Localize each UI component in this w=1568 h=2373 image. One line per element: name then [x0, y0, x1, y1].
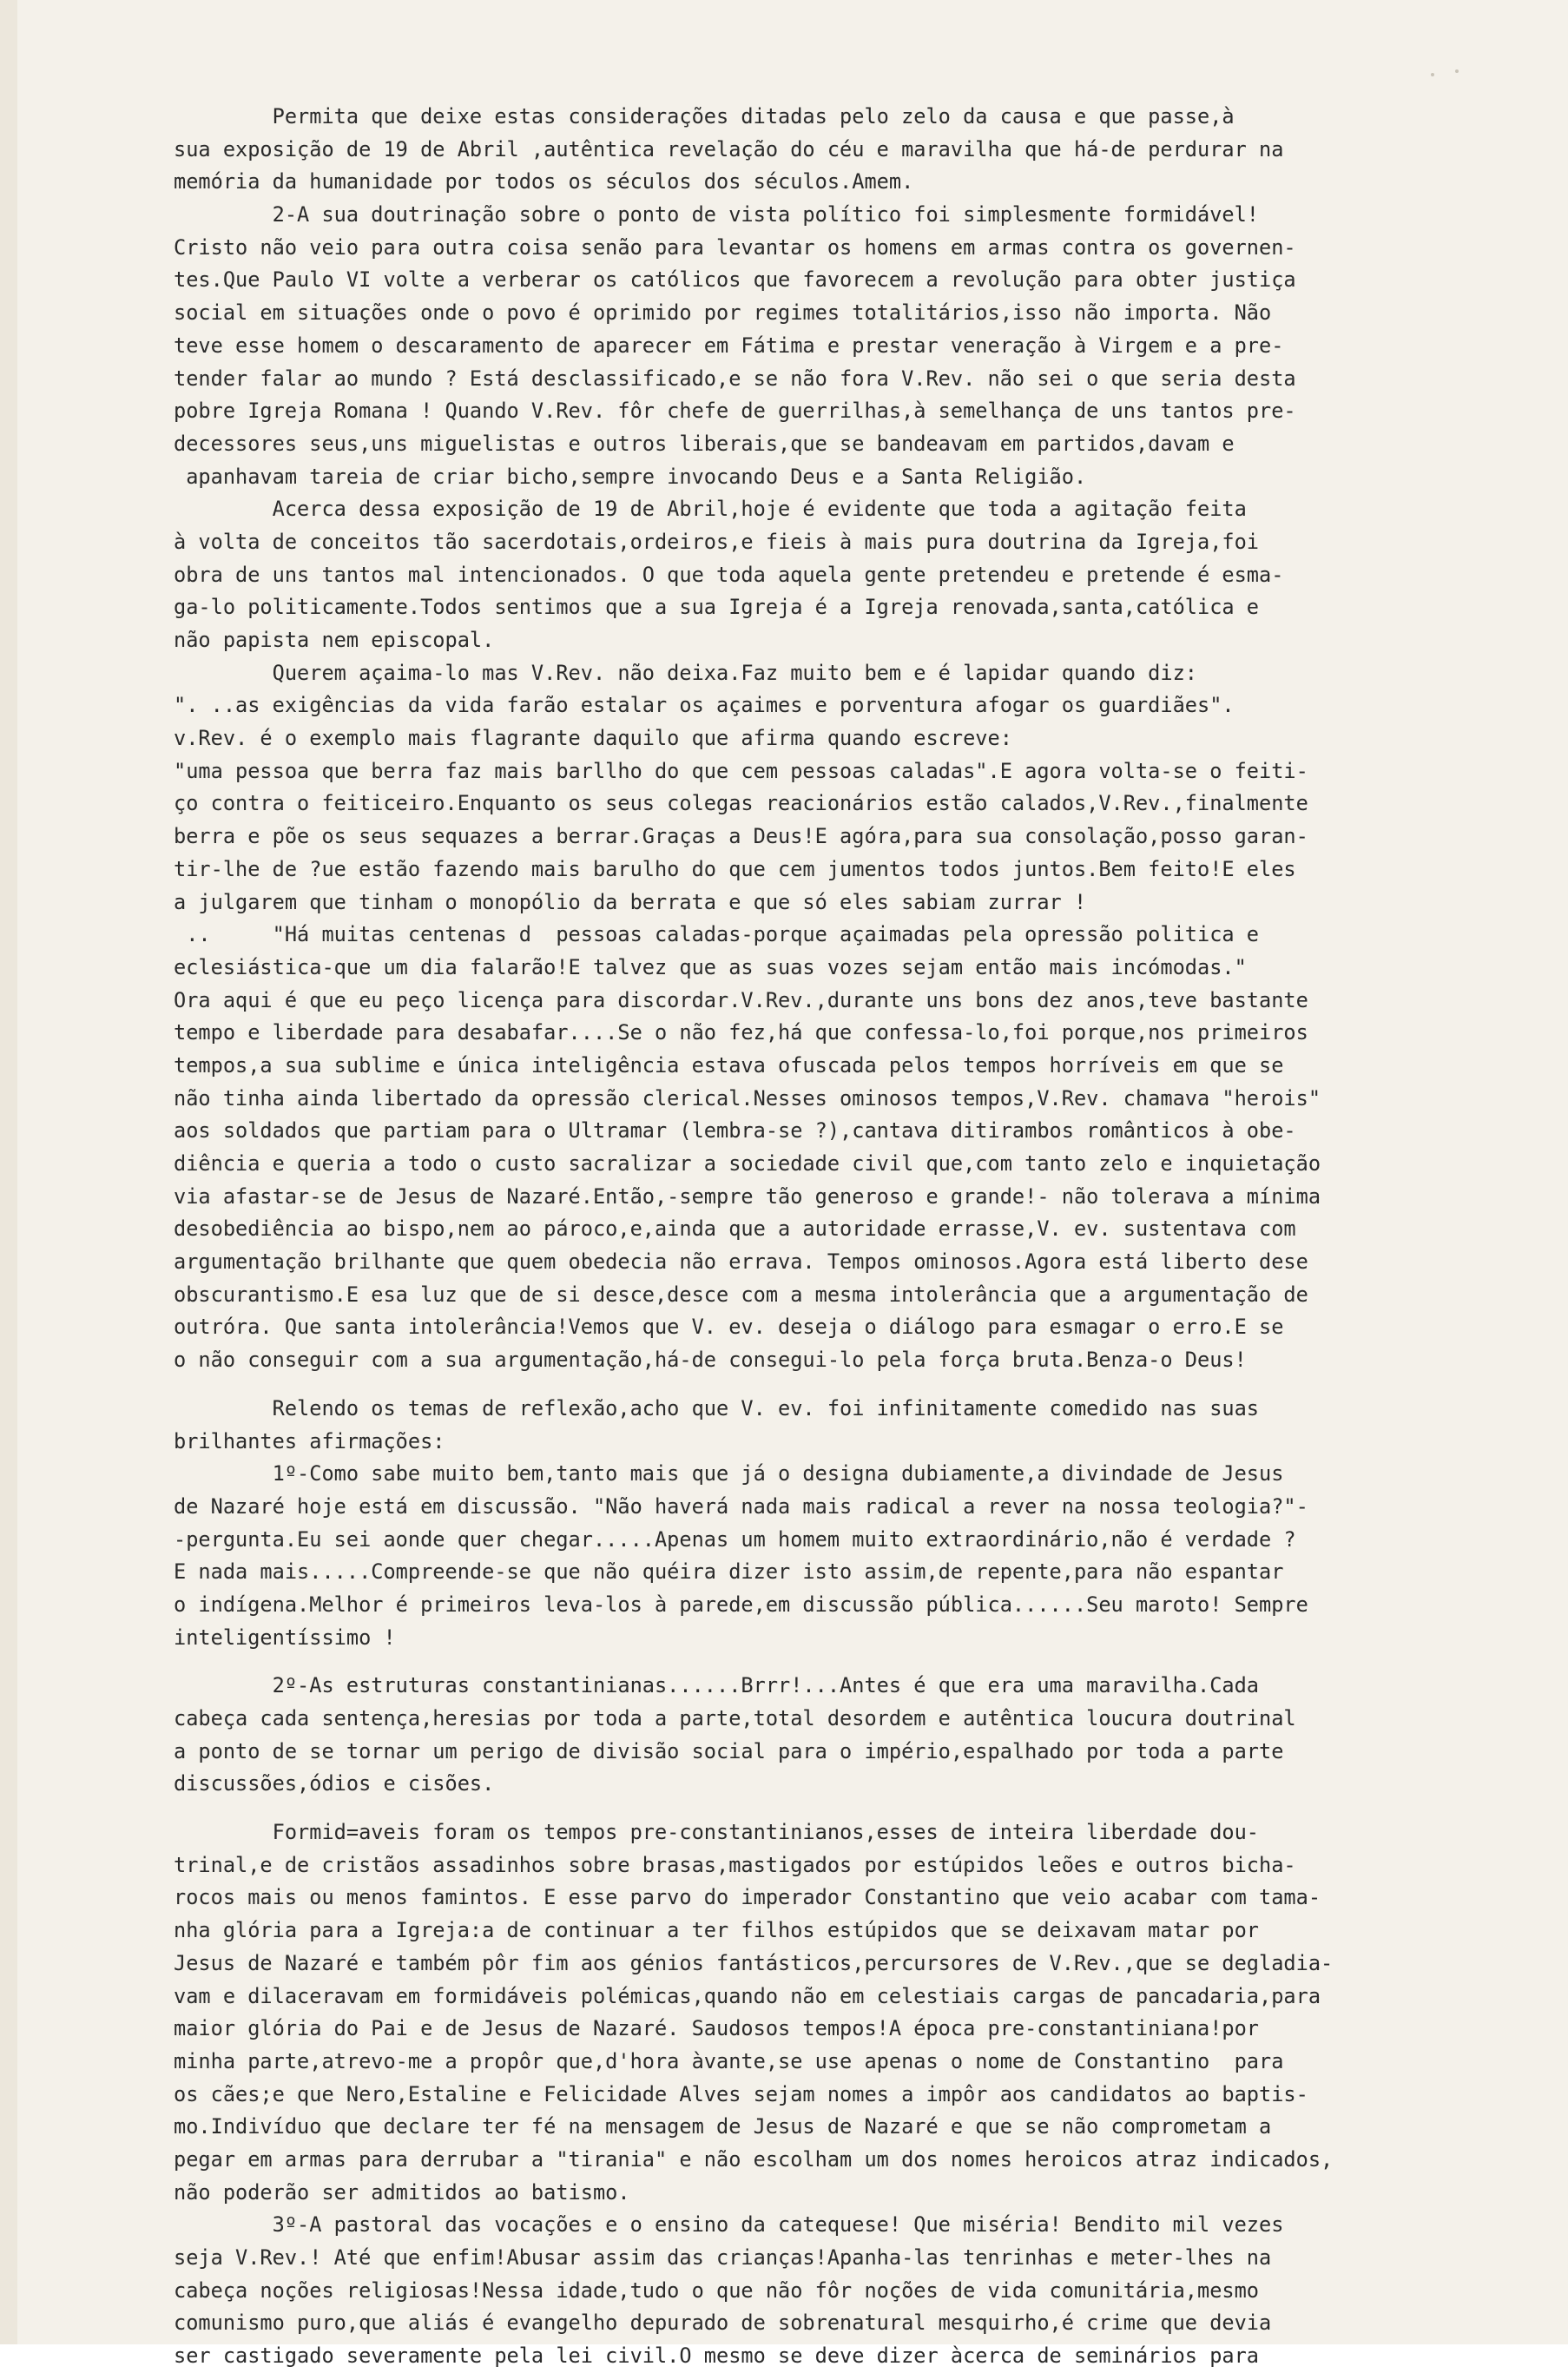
text-line: não tinha ainda libertado da opressão clerical.Nesses ominosos tempos,V.Rev. chamava "herois"	[174, 1085, 1321, 1111]
text-line: tempos,a sua sublime e única inteligência estava ofuscada pelos tempos horríveis em que se	[174, 1052, 1284, 1078]
text-line: teve esse homem o descaramento de aparecer em Fátima e prestar veneração à Virgem e a pre-	[174, 333, 1284, 358]
text-line: 1º-Como sabe muito bem,tanto mais que já o designa dubiamente,a divindade de Jesus	[174, 1461, 1284, 1486]
text-line: cabeça cada sentença,heresias por toda a parte,total desordem e autêntica loucura doutrinal	[174, 1706, 1296, 1730]
text-line: 3º-A pastoral das vocações e o ensino da catequese! Que miséria! Bendito mil vezes	[174, 2212, 1284, 2238]
text-line: E nada mais.....Compreende-se que não quéira dizer isto assim,de repente,para não espantar	[174, 1559, 1284, 1585]
text-line: não poderão ser admitidos ao batismo.	[174, 2179, 630, 2205]
text-line: argumentação brilhante que quem obedecia não errava. Tempos ominosos.Agora está liberto dese	[174, 1249, 1308, 1275]
text-line: Querem açaima-lo mas V.Rev. não deixa.Faz muito bem e é lapidar quando diz:	[174, 660, 1197, 685]
paragraph-political-doctrine	[174, 199, 1433, 493]
text-line: cabeça noções religiosas!Nessa idade,tudo o que não fôr noções de vida comunitária,mesmo	[174, 2277, 1260, 2303]
paragraph-intro	[174, 101, 1433, 199]
paragraph-constantinian-structures	[174, 1670, 1433, 1801]
text-line: de Nazaré hoje está em discussão. "Não haverá nada mais radical a rever na nossa teologia?"-	[174, 1493, 1308, 1519]
text-line: Permita que deixe estas considerações ditadas pelo zelo da causa e que passe,à	[174, 104, 1235, 129]
text-line: Relendo os temas de reflexão,acho que V. ev. foi infinitamente comedido nas suas	[174, 1395, 1260, 1421]
text-line: a ponto de se tornar um perigo de divisão social para o império,espalhado por toda a parte	[174, 1738, 1284, 1763]
text-line: eclesiástica-que um dia falarão!E talvez que as suas vozes sejam então mais incómodas."	[174, 954, 1247, 979]
text-line: outróra. Que santa intolerância!Vemos que V. ev. deseja o diálogo para esmagar o erro.E se	[174, 1315, 1284, 1340]
text-line: obra de uns tantos mal intencionados. O que toda aquela gente pretendeu e pretende é esma-	[174, 562, 1284, 587]
text-line: -pergunta.Eu sei aonde quer chegar.....Apenas um homem muito extraordinário,não é verdade ?	[174, 1526, 1296, 1552]
text-line: .. "Há muitas centenas d pessoas caladas-porque açaimadas pela opressão politica e	[174, 922, 1260, 947]
text-line: discussões,ódios e cisões.	[174, 1771, 495, 1796]
text-line: sua exposição de 19 de Abril ,autêntica revelação do céu e maravilha que há-de perdurar na	[174, 136, 1284, 161]
text-line: comunismo puro,que aliás é evangelho depurado de sobrenatural mesquirho,é crime que devia	[174, 2310, 1272, 2336]
text-line: ço contra o feiticeiro.Enquanto os seus colegas reacionários estão calados,V.Rev.,finalmente	[174, 791, 1308, 816]
text-line: tempo e liberdade para desabafar....Se o não fez,há que confessa-lo,foi porque,nos primeiros	[174, 1020, 1308, 1045]
text-line: não papista nem episcopal.	[174, 628, 495, 652]
text-line: tender falar ao mundo ? Está desclassificado,e se não fora V.Rev. não sei o que seria desta	[174, 366, 1296, 391]
text-line: ". ..as exigências da vida farão estalar os açaimes e porventura afogar os guardiães".	[174, 693, 1235, 718]
text-line: aos soldados que partiam para o Ultramar (lembra-se ?),cantava ditirambos românticos à obe-	[174, 1118, 1296, 1144]
paragraph-spacer	[174, 1654, 1433, 1670]
text-line: ga-lo politicamente.Todos sentimos que a sua Igreja é a Igreja renovada,santa,católica e	[174, 595, 1260, 620]
paragraph-muzzle	[174, 657, 1433, 920]
text-line: 2-A sua doutrinação sobre o ponto de vista político foi simplesmente formidável!	[174, 202, 1260, 227]
text-line: maior glória do Pai e de Jesus de Nazaré. Saudosos tempos!A época pre-constantiniana!por	[174, 2016, 1260, 2041]
text-line: ser castigado severamente pela lei civil.O mesmo se deve dizer àcerca de seminários para	[174, 2343, 1260, 2369]
text-line: Ora aqui é que eu peço licença para discordar.V.Rev.,durante uns bons dez anos,teve bastante	[174, 987, 1308, 1012]
text-line: Cristo não veio para outra coisa senão para levantar os homens em armas contra os governen-	[174, 234, 1296, 260]
paper-speck	[1431, 73, 1434, 76]
text-line: Jesus de Nazaré e também pôr fim aos génios fantásticos,percursores de V.Rev.,que se degladia-	[174, 1950, 1334, 1975]
text-line: nha glória para a Igreja:a de continuar a ter filhos estúpidos que se deixavam matar por	[174, 1918, 1260, 1943]
paragraph-vocations-catechesis	[174, 2209, 1433, 2372]
text-line: os cães;e que Nero,Estaline e Felicidade Alves sejam nomes a impôr aos candidatos ao baptis-	[174, 2081, 1308, 2106]
text-line: pobre Igreja Romana ! Quando V.Rev. fôr chefe de guerrilhas,à semelhança de uns tantos pre-	[174, 399, 1296, 424]
text-line: desobediência ao bispo,nem ao pároco,e,ainda que a autoridade errasse,V. ev. sustentava com	[174, 1216, 1296, 1242]
text-line: tir-lhe de ?ue estão fazendo mais barulho do que cem jumentos todos juntos.Bem feito!E eles	[174, 856, 1296, 881]
typewritten-letter-body	[174, 101, 1433, 2373]
paragraph-pre-constantinian	[174, 1816, 1433, 2209]
text-line: Acerca dessa exposição de 19 de Abril,hoje é evidente que toda a agitação feita	[174, 497, 1247, 522]
text-line: seja V.Rev.! Até que enfim!Abusar assim das crianças!Apanha-las tenrinhas e meter-lhes na	[174, 2245, 1272, 2270]
text-line: inteligentíssimo !	[174, 1625, 396, 1650]
text-line: rocos mais ou menos famintos. E esse parvo do imperador Constantino que veio acabar com tama-	[174, 1885, 1321, 1910]
text-line: "uma pessoa que berra faz mais barllho do que cem pessoas caladas".E agora volta-se o feiti-	[174, 758, 1308, 783]
text-line: apanhavam tareia de criar bicho,sempre invocando Deus e a Santa Religião.	[174, 464, 1087, 489]
text-line: tes.Que Paulo VI volte a verberar os católicos que favorecem a revolução para obter justiça	[174, 267, 1296, 293]
paragraph-april-exposition	[174, 493, 1433, 656]
text-line: pegar em armas para derrubar a "tirania" e não escolham um dos nomes heroicos atraz indicados,	[174, 2146, 1334, 2172]
text-line: à volta de conceitos tão sacerdotais,ordeiros,e fieis à mais pura doutrina da Igreja,foi	[174, 529, 1260, 554]
sheet-left-edge	[0, 0, 17, 2344]
text-line: o indígena.Melhor é primeiros leva-los à parede,em discussão pública......Seu maroto! Sempre	[174, 1592, 1308, 1617]
text-line: o não conseguir com a sua argumentação,há-de consegui-lo pela força bruta.Benza-o Deus!	[174, 1348, 1247, 1373]
text-line: decessores seus,uns miguelistas e outros liberais,que se bandeavam em partidos,davam e	[174, 431, 1235, 456]
text-line: obscurantismo.E esa luz que de si desce,desce com a mesma intolerância que a argumentação de	[174, 1282, 1308, 1307]
paragraph-reflection-themes	[174, 1393, 1433, 1655]
text-line: vam e dilaceravam em formidáveis polémicas,quando não em celestiais cargas de pancadaria,para	[174, 1983, 1321, 2008]
paper-speck	[1455, 69, 1459, 73]
text-line: brilhantes afirmações:	[174, 1428, 445, 1453]
paragraph-spacer	[174, 1377, 1433, 1393]
text-line: 2º-As estruturas constantinianas......Brrr!...Antes é que era uma maravilha.Cada	[174, 1673, 1260, 1698]
text-line: diência e queria a todo o custo sacralizar a sociedade civil que,com tanto zelo e inquietação	[174, 1151, 1321, 1176]
text-line: minha parte,atrevo-me a propôr que,d'hora àvante,se use apenas o nome de Constantino para	[174, 2048, 1284, 2073]
text-line: Formid=aveis foram os tempos pre-constantinianos,esses de inteira liberdade dou-	[174, 1820, 1260, 1845]
text-line: mo.Indivíduo que declare ter fé na mensagem de Jesus de Nazaré e que se não comprometam a	[174, 2114, 1272, 2139]
text-line: berra e põe os seus sequazes a berrar.Graças a Deus!E agóra,para sua consolação,posso garan-	[174, 824, 1308, 849]
paragraph-spacer	[174, 1801, 1433, 1816]
text-line: trinal,e de cristãos assadinhos sobre brasas,mastigados por estúpidos leões e outros bicha-	[174, 1852, 1296, 1877]
text-line: a julgarem que tinham o monopólio da berrata e que só eles sabiam zurrar !	[174, 889, 1087, 914]
paragraph-silent-people	[174, 919, 1433, 1377]
text-line: social em situações onde o povo é oprimido por regimes totalitários,isso não importa. Não	[174, 300, 1272, 326]
text-line: v.Rev. é o exemplo mais flagrante daquilo que afirma quando escreve:	[174, 726, 1012, 751]
text-line: memória da humanidade por todos os séculos dos séculos.Amem.	[174, 169, 914, 194]
text-line: via afastar-se de Jesus de Nazaré.Então,-sempre tão generoso e grande!- não tolerava a mínima	[174, 1183, 1321, 1209]
